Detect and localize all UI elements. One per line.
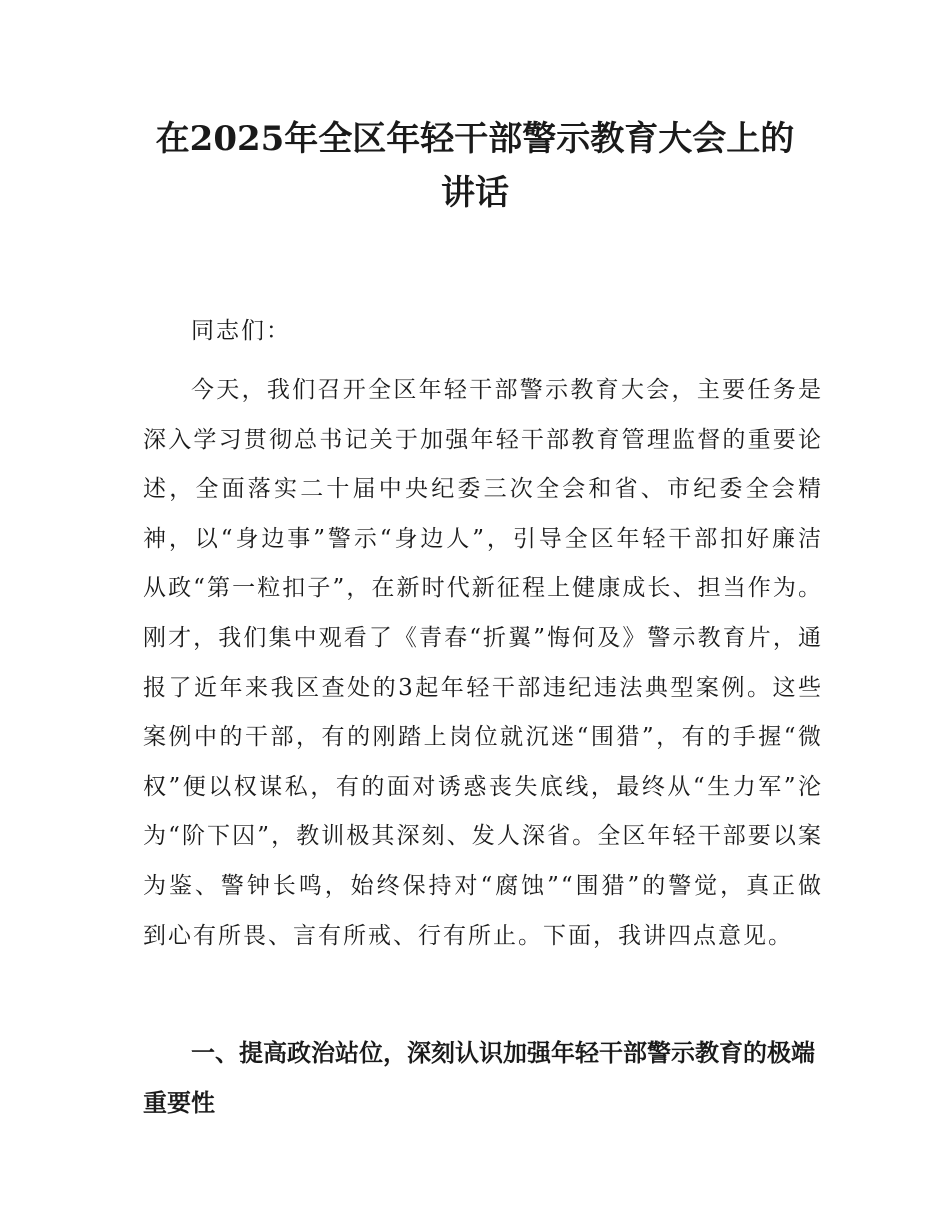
page-title: 在2025年全区年轻干部警示教育大会上的讲话 bbox=[155, 119, 795, 213]
greeting: 同志们： bbox=[191, 318, 291, 344]
body-paragraph: 今天，我们召开全区年轻干部警示教育大会，主要任务是深入学习贯彻总书记关于加强年轻干部教育管理监督的重要论述，全面落实二十届中央纪委三次全会和省、市纪委全会精神，以“身边事”警示“身边人”，引导全区年轻干部扣好廉洁从政“第一粒扣子”，在新时代新征程上健康成长、担当作为。刚才，我们集中观看了《青春“折翼”悔何及》警示教育片，通报了近年来我区查处的3起年轻干部违纪违法典型案例。这些案例中的干部，有的刚踏上岗位就沉迷“围猎”，有的手握“微权”便以权谋私，有的面对诱惑丧失底线，最终从“生力军”沦为“阶下囚”，教训极其深刻、发人深省。全区年轻干部要以案为鉴、警钟长鸣，始终保持对“腐蚀”“围猎”的警觉，真正做到心有所畏、言有所戒、行有所止。下面，我讲四点意见。 bbox=[143, 377, 823, 949]
section-heading: 一、提高政治站位，深刻认识加强年轻干部警示教育的极端重要性 bbox=[143, 1039, 815, 1117]
